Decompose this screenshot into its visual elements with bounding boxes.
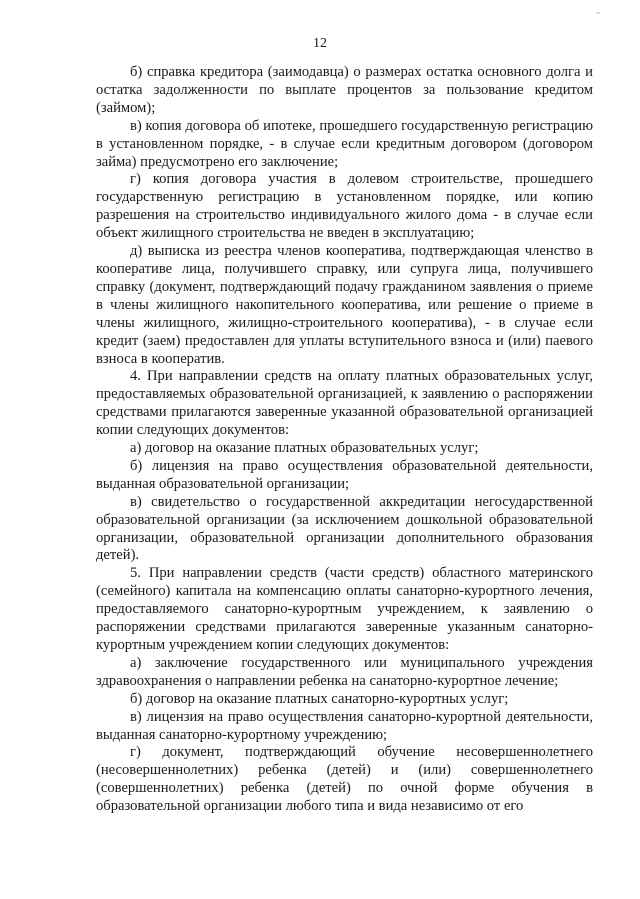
paragraph-mortgage-contract: в) копия договора об ипотеке, прошедшего государственную регистрацию в установленном порядке, - в случае если кредитным договором (договором займа) предусмотрено его заключение;: [96, 117, 593, 170]
paragraph-education-contract: а) договор на оказание платных образовательных услуг;: [130, 440, 479, 457]
paragraph-sanatorium-contract: б) договор на оказание платных санаторно-курортных услуг;: [130, 690, 509, 707]
page-number: 12: [313, 36, 327, 51]
document-body: [96, 64, 593, 816]
paragraph-education-license: б) лицензия на право осуществления образовательной деятельности, выданная образовательной организации;: [96, 457, 593, 492]
paragraph-creditor-certificate: б) справка кредитора (заимодавца) о размерах остатка основного долга и остатка задолженности по выплате процентов за пользование кредитом (займом);: [96, 64, 593, 116]
paragraph-accreditation: в) свидетельство о государственной аккредитации негосударственной образовательной организации (за исключением дошкольной образовательной организации, образовательной организации дополнительного образования детей).: [96, 493, 593, 564]
paragraph-study-document: г) документ, подтверждающий обучение несовершеннолетнего (несовершеннолетних) ребенка (детей) и (или) совершеннолетнего (совершеннолетних) ребенка (детей) по очной форме обучения в образовательной организации любого типа и вида независимо от его: [96, 744, 593, 815]
paragraph-shared-construction: г) копия договора участия в долевом строительстве, прошедшего государственную регистрацию в установленном порядке, или копию разрешения на строительство индивидуального жилого дома - в случае если объект жилищного строительства не введен в эксплуатацию;: [96, 171, 593, 242]
paragraph-section-5: 5. При направлении средств (части средств) областного материнского (семейного) капитала на компенсацию оплаты санаторно-курортного лечения, предоставляемого санаторно-курортным учреждением, к заявлению о распоряжении средствами прилагаются заверенные указанным санаторно-курортным учреждением копии следующих документов:: [96, 565, 593, 653]
paragraph-cooperative-extract: д) выписка из реестра членов кооператива, подтверждающая членство в кооперативе лица, получившего справку, или супруга лица, получившего справку (документ, подтверждающий подачу гражданином заявления о приеме в члены жилищного накопительного кооператива, или решение о приеме в члены жилищного, жилищно-строительного кооператива), - в случае если кредит (заем) предоставлен для уплаты вступительного взноса и (или) паевого взноса в кооператив.: [96, 243, 593, 367]
paragraph-sanatorium-license: в) лицензия на право осуществления санаторно-курортной деятельности, выданная санаторно-курортному учреждению;: [96, 708, 593, 743]
paragraph-medical-conclusion: а) заключение государственного или муниципального учреждения здравоохранения о направлении ребенка на санаторно-курортное лечение;: [96, 654, 593, 689]
scan-mark: [596, 12, 600, 14]
paragraph-section-4: 4. При направлении средств на оплату платных образовательных услуг, предоставляемых образовательной организацией, к заявлению о распоряжении средствами прилагаются заверенные указанной образовательной организацией копии следующих документов:: [96, 368, 593, 439]
